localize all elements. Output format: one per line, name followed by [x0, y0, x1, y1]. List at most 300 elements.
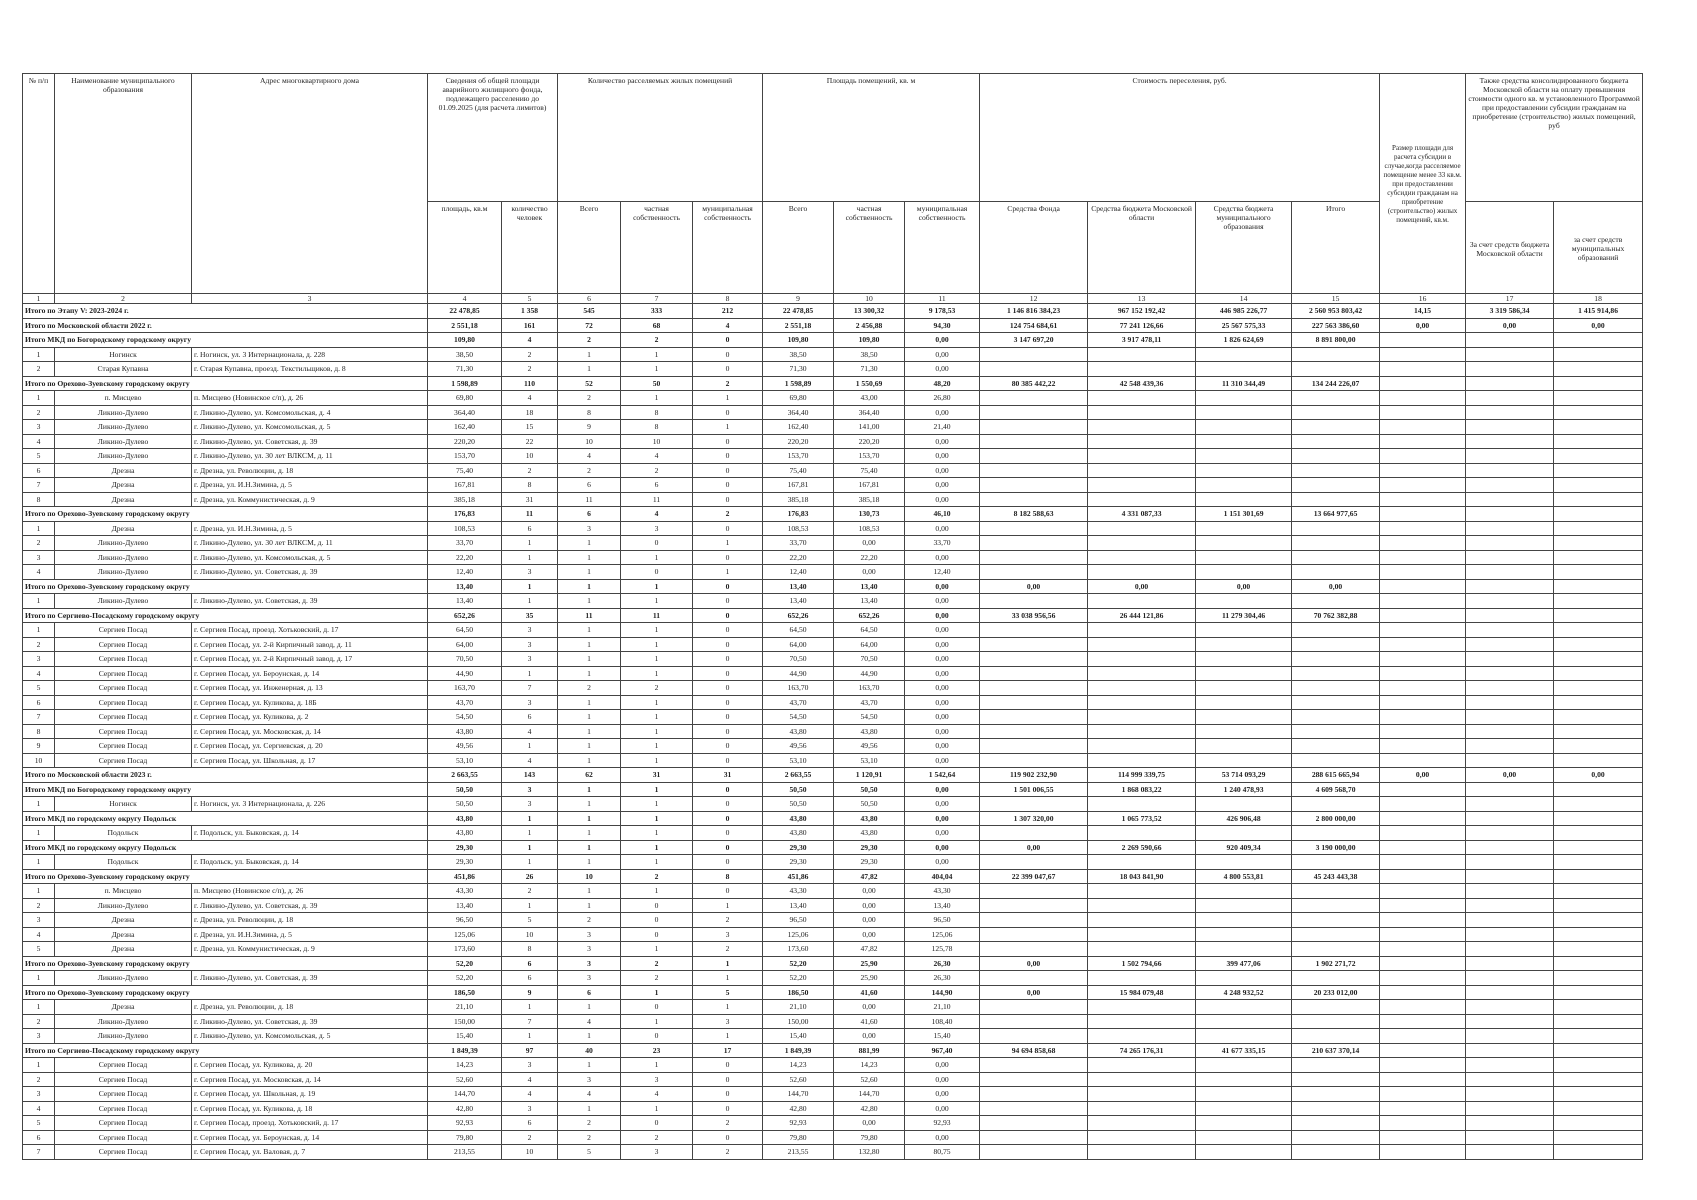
row-empty-cell	[1292, 391, 1380, 406]
row-value: 364,40	[834, 405, 905, 420]
subtotal-value: 652,26	[834, 608, 905, 623]
row-empty-cell	[1554, 695, 1643, 710]
row-number: 1	[23, 797, 55, 812]
row-empty-cell	[1292, 927, 1380, 942]
subtotal-row	[23, 376, 1643, 391]
row-empty-cell	[980, 695, 1088, 710]
subtotal-value: 5	[693, 985, 763, 1000]
row-value: 8	[621, 405, 693, 420]
row-address: г. Сергиев Посад, ул. Бероунская, д. 14	[192, 1130, 428, 1145]
row-municipality: Сергиев Посад	[55, 652, 192, 667]
row-empty-cell	[1196, 695, 1292, 710]
row-empty-cell	[1292, 739, 1380, 754]
subtotal-value: 3 319 586,34	[1466, 304, 1554, 319]
row-value: 1	[621, 710, 693, 725]
row-empty-cell	[1554, 913, 1643, 928]
row-empty-cell	[1292, 434, 1380, 449]
subtotal-value	[1554, 1043, 1643, 1058]
table-row	[23, 478, 1643, 493]
row-empty-cell	[1554, 637, 1643, 652]
row-value: 0,00	[834, 1029, 905, 1044]
subtotal-value: 0,00	[905, 782, 980, 797]
subtotal-value: 41,60	[834, 985, 905, 1000]
row-municipality: Сергиев Посад	[55, 710, 192, 725]
row-empty-cell	[980, 1000, 1088, 1015]
row-value: 0	[693, 1087, 763, 1102]
row-empty-cell	[1466, 565, 1554, 580]
subtotal-value: 652,26	[763, 608, 834, 623]
row-value: 0,00	[905, 797, 980, 812]
row-value: 1	[621, 623, 693, 638]
subtotal-value: 446 985 226,77	[1196, 304, 1292, 319]
table-row	[23, 463, 1643, 478]
row-value: 385,18	[428, 492, 502, 507]
subtotal-value: 52	[558, 376, 621, 391]
row-value: 5	[558, 1145, 621, 1160]
row-empty-cell	[1554, 492, 1643, 507]
subtotal-value: 50,50	[428, 782, 502, 797]
row-municipality: Сергиев Посад	[55, 1145, 192, 1160]
row-empty-cell	[980, 420, 1088, 435]
row-empty-cell	[1196, 1101, 1292, 1116]
row-value: 69,80	[428, 391, 502, 406]
row-empty-cell	[1466, 652, 1554, 667]
header-cost-group: Стоимость переселения, руб.	[980, 74, 1380, 202]
row-empty-cell	[1088, 884, 1196, 899]
row-value: 1	[558, 362, 621, 377]
subtotal-value: 109,80	[428, 333, 502, 348]
row-empty-cell	[1292, 362, 1380, 377]
subtotal-label: Итого МКД по городскому округу Подольск	[23, 840, 428, 855]
row-empty-cell	[1088, 710, 1196, 725]
subtotal-value: 13,40	[834, 579, 905, 594]
row-empty-cell	[1088, 753, 1196, 768]
row-value: 43,80	[763, 826, 834, 841]
row-address: г. Ликино-Дулево, ул. Комсомольская, д. 5	[192, 420, 428, 435]
row-value: 0,00	[905, 1058, 980, 1073]
row-municipality: Ликино-Дулево	[55, 971, 192, 986]
subtotal-value: 1	[558, 579, 621, 594]
table-row	[23, 637, 1643, 652]
subtotal-value	[1554, 840, 1643, 855]
column-number: 4	[428, 294, 502, 304]
row-empty-cell	[1380, 710, 1466, 725]
subtotal-value: 119 902 232,90	[980, 768, 1088, 783]
row-empty-cell	[1380, 652, 1466, 667]
subtotal-value: 47,82	[834, 869, 905, 884]
subtotal-value: 80 385 442,22	[980, 376, 1088, 391]
row-number: 3	[23, 652, 55, 667]
row-empty-cell	[1196, 884, 1292, 899]
row-empty-cell	[1554, 623, 1643, 638]
row-value: 2	[502, 463, 558, 478]
row-value: 3	[621, 1072, 693, 1087]
row-value: 1	[558, 666, 621, 681]
row-number: 1	[23, 826, 55, 841]
row-value: 167,81	[763, 478, 834, 493]
row-value: 22,20	[428, 550, 502, 565]
row-empty-cell	[1380, 681, 1466, 696]
column-number: 1	[23, 294, 55, 304]
subtotal-value: 0,00	[1466, 318, 1554, 333]
row-number: 2	[23, 536, 55, 551]
subtotal-value	[1466, 782, 1554, 797]
row-number: 4	[23, 434, 55, 449]
row-municipality: п. Мисцево	[55, 391, 192, 406]
row-value: 1	[502, 594, 558, 609]
row-empty-cell	[1380, 826, 1466, 841]
row-empty-cell	[1088, 347, 1196, 362]
subtotal-value: 0	[693, 333, 763, 348]
row-empty-cell	[1088, 362, 1196, 377]
row-value: 0	[621, 927, 693, 942]
header-persons: количество человек	[502, 202, 558, 294]
row-empty-cell	[1380, 1000, 1466, 1015]
row-empty-cell	[980, 1116, 1088, 1131]
row-empty-cell	[1088, 927, 1196, 942]
row-value: 2	[502, 347, 558, 362]
row-value: 7	[502, 1014, 558, 1029]
subtotal-value: 50	[621, 376, 693, 391]
row-value: 22	[502, 434, 558, 449]
row-empty-cell	[980, 855, 1088, 870]
subtotal-value: 74 265 176,31	[1088, 1043, 1196, 1058]
subtotal-value: 50,50	[763, 782, 834, 797]
row-empty-cell	[1380, 1145, 1466, 1160]
row-value: 1	[558, 594, 621, 609]
subtotal-value	[1380, 1043, 1466, 1058]
column-number: 13	[1088, 294, 1196, 304]
row-value: 1	[621, 855, 693, 870]
row-empty-cell	[1292, 884, 1380, 899]
row-value: 0	[693, 434, 763, 449]
row-empty-cell	[980, 405, 1088, 420]
row-empty-cell	[1292, 971, 1380, 986]
row-empty-cell	[1380, 623, 1466, 638]
row-value: 49,56	[763, 739, 834, 754]
row-empty-cell	[1380, 550, 1466, 565]
row-empty-cell	[1554, 536, 1643, 551]
row-value: 42,80	[834, 1101, 905, 1116]
subtotal-value: 2	[621, 869, 693, 884]
row-empty-cell	[980, 565, 1088, 580]
row-empty-cell	[1554, 550, 1643, 565]
row-empty-cell	[1380, 971, 1466, 986]
subtotal-value: 43,80	[763, 811, 834, 826]
row-number: 2	[23, 637, 55, 652]
row-empty-cell	[980, 898, 1088, 913]
row-empty-cell	[1380, 478, 1466, 493]
row-empty-cell	[1554, 1101, 1643, 1116]
row-value: 64,00	[763, 637, 834, 652]
subtotal-label: Итого по Орехово-Зуевскому городскому округу	[23, 507, 428, 522]
row-empty-cell	[1292, 913, 1380, 928]
row-empty-cell	[1466, 826, 1554, 841]
row-empty-cell	[1088, 565, 1196, 580]
row-number: 7	[23, 710, 55, 725]
subtotal-value: 14,15	[1380, 304, 1466, 319]
subtotal-value: 143	[502, 768, 558, 783]
subtotal-label: Итого по Московской области 2022 г.	[23, 318, 428, 333]
row-value: 1	[558, 347, 621, 362]
table-row	[23, 434, 1643, 449]
subtotal-value: 161	[502, 318, 558, 333]
subtotal-value	[1554, 985, 1643, 1000]
row-value: 75,40	[834, 463, 905, 478]
row-value: 70,50	[834, 652, 905, 667]
subtotal-value: 4 609 568,70	[1292, 782, 1380, 797]
row-address: г. Дрезна, ул. И.Н.Зимина, д. 5	[192, 478, 428, 493]
row-empty-cell	[1088, 652, 1196, 667]
table-header	[23, 74, 1643, 304]
row-number: 2	[23, 362, 55, 377]
row-value: 2	[558, 1116, 621, 1131]
row-address: г. Ликино-Дулево, ул. Комсомольская, д. 5	[192, 550, 428, 565]
row-address: г. Сергиев Посад, ул. Московская, д. 14	[192, 724, 428, 739]
row-empty-cell	[1554, 724, 1643, 739]
row-empty-cell	[980, 797, 1088, 812]
row-empty-cell	[1466, 594, 1554, 609]
table-row	[23, 1058, 1643, 1073]
subtotal-value	[1380, 869, 1466, 884]
row-value: 52,20	[428, 971, 502, 986]
subtotal-value: 0,00	[1380, 318, 1466, 333]
row-municipality: Сергиев Посад	[55, 724, 192, 739]
row-municipality: Ликино-Дулево	[55, 405, 192, 420]
subtotal-value: 4 800 553,81	[1196, 869, 1292, 884]
subtotal-value: 399 477,06	[1196, 956, 1292, 971]
row-empty-cell	[1088, 855, 1196, 870]
row-empty-cell	[1292, 492, 1380, 507]
row-address: г. Подольск, ул. Быковская, д. 14	[192, 826, 428, 841]
row-value: 33,70	[905, 536, 980, 551]
row-value: 42,80	[763, 1101, 834, 1116]
subtotal-value: 41 677 335,15	[1196, 1043, 1292, 1058]
row-value: 43,80	[428, 724, 502, 739]
subtotal-value: 2 663,55	[428, 768, 502, 783]
row-municipality: Ногинск	[55, 797, 192, 812]
row-value: 8	[502, 478, 558, 493]
subtotal-value: 109,80	[834, 333, 905, 348]
row-empty-cell	[1380, 855, 1466, 870]
row-address: г. Ликино-Дулево, ул. Комсомольская, д. 5	[192, 1029, 428, 1044]
row-empty-cell	[1088, 942, 1196, 957]
subtotal-label: Итого по Московской области 2023 г.	[23, 768, 428, 783]
row-value: 64,50	[763, 623, 834, 638]
subtotal-value: 29,30	[763, 840, 834, 855]
row-number: 1	[23, 347, 55, 362]
row-value: 79,80	[428, 1130, 502, 1145]
row-empty-cell	[1196, 1130, 1292, 1145]
row-empty-cell	[1292, 710, 1380, 725]
row-value: 4	[502, 1087, 558, 1102]
header-sqm-private: частная собственность	[834, 202, 905, 294]
header-municipality: Наименование муниципального образования	[55, 74, 192, 294]
row-empty-cell	[1196, 347, 1292, 362]
subtotal-value: 11	[502, 507, 558, 522]
row-municipality: Ликино-Дулево	[55, 898, 192, 913]
subtotal-value: 0,00	[980, 985, 1088, 1000]
subtotal-value: 15 984 079,48	[1088, 985, 1196, 1000]
row-municipality: Подольск	[55, 855, 192, 870]
row-empty-cell	[1554, 681, 1643, 696]
row-value: 167,81	[834, 478, 905, 493]
row-value: 79,80	[834, 1130, 905, 1145]
column-number: 12	[980, 294, 1088, 304]
row-address: г. Сергиев Посад, ул. Бероунская, д. 14	[192, 666, 428, 681]
row-value: 2	[502, 1130, 558, 1145]
row-value: 75,40	[428, 463, 502, 478]
row-empty-cell	[1196, 826, 1292, 841]
header-municipal-budget: Средства бюджета муниципального образования	[1196, 202, 1292, 294]
row-value: 43,30	[763, 884, 834, 899]
header-sqm-group: Площадь помещений, кв. м	[763, 74, 980, 202]
row-value: 12,40	[763, 565, 834, 580]
subtotal-row	[23, 579, 1643, 594]
row-empty-cell	[1196, 362, 1292, 377]
subtotal-value: 0,00	[1088, 579, 1196, 594]
subtotal-value: 40	[558, 1043, 621, 1058]
subtotal-value: 25 567 575,33	[1196, 318, 1292, 333]
row-empty-cell	[1292, 1014, 1380, 1029]
row-value: 0,00	[905, 637, 980, 652]
row-empty-cell	[1554, 1000, 1643, 1015]
row-value: 43,30	[905, 884, 980, 899]
row-value: 21,10	[905, 1000, 980, 1015]
row-value: 8	[621, 420, 693, 435]
subtotal-value: 0,00	[905, 840, 980, 855]
row-municipality: Ликино-Дулево	[55, 1014, 192, 1029]
row-value: 22,20	[834, 550, 905, 565]
row-empty-cell	[980, 347, 1088, 362]
row-value: 0,00	[834, 1000, 905, 1015]
row-value: 0,00	[834, 898, 905, 913]
row-empty-cell	[1466, 391, 1554, 406]
row-empty-cell	[1292, 666, 1380, 681]
subtotal-value: 1 358	[502, 304, 558, 319]
row-empty-cell	[1292, 623, 1380, 638]
row-value: 3	[502, 565, 558, 580]
row-value: 10	[502, 927, 558, 942]
subtotal-value: 404,04	[905, 869, 980, 884]
subtotal-value: 1 307 320,00	[980, 811, 1088, 826]
row-empty-cell	[1554, 927, 1643, 942]
subtotal-value: 1 120,91	[834, 768, 905, 783]
row-empty-cell	[1088, 391, 1196, 406]
table-row	[23, 521, 1643, 536]
row-address: г. Сергиев Посад, ул. Куликова, д. 2	[192, 710, 428, 725]
row-value: 0,00	[905, 652, 980, 667]
row-empty-cell	[1380, 1087, 1466, 1102]
row-value: 41,60	[834, 1014, 905, 1029]
subtotal-value: 52,20	[763, 956, 834, 971]
row-value: 25,90	[834, 971, 905, 986]
header-fund: Средства Фонда	[980, 202, 1088, 294]
subtotal-value: 23	[621, 1043, 693, 1058]
row-value: 108,53	[834, 521, 905, 536]
row-address: г. Сергиев Посад, ул. Московская, д. 14	[192, 1072, 428, 1087]
row-value: 6	[502, 1116, 558, 1131]
column-number: 18	[1554, 294, 1643, 304]
row-value: 8	[558, 405, 621, 420]
subtotal-value	[1380, 579, 1466, 594]
row-value: 213,55	[763, 1145, 834, 1160]
subtotal-value: 25,90	[834, 956, 905, 971]
row-value: 1	[558, 826, 621, 841]
row-empty-cell	[1196, 1058, 1292, 1073]
header-extra-group: Также средства консолидированного бюджета Московской области на оплату превышения стоимости одного кв. м установленного Программой при предоставлении субсидии гражданам на приобретение (строительство) жилых помещений, руб	[1466, 74, 1643, 202]
row-value: 29,30	[763, 855, 834, 870]
row-value: 6	[502, 521, 558, 536]
row-empty-cell	[1292, 1072, 1380, 1087]
subtotal-value: 94 694 858,68	[980, 1043, 1088, 1058]
row-value: 0	[693, 362, 763, 377]
row-empty-cell	[1554, 1072, 1643, 1087]
table-row	[23, 623, 1643, 638]
row-empty-cell	[1088, 666, 1196, 681]
row-value: 43,80	[763, 724, 834, 739]
row-empty-cell	[980, 637, 1088, 652]
row-empty-cell	[980, 434, 1088, 449]
row-value: 0,00	[905, 434, 980, 449]
row-empty-cell	[1466, 478, 1554, 493]
subtotal-value	[1466, 333, 1554, 348]
row-empty-cell	[1466, 1130, 1554, 1145]
row-municipality: Дрезна	[55, 463, 192, 478]
subtotal-value: 97	[502, 1043, 558, 1058]
subtotal-label: Итого по Орехово-Зуевскому городскому округу	[23, 985, 428, 1000]
subtotal-value: 1 065 773,52	[1088, 811, 1196, 826]
row-empty-cell	[1196, 391, 1292, 406]
subtotal-value: 72	[558, 318, 621, 333]
row-address: г. Ликино-Дулево, ул. Советская, д. 39	[192, 594, 428, 609]
row-address: г. Ликино-Дулево, ул. Комсомольская, д. 4	[192, 405, 428, 420]
row-empty-cell	[1292, 898, 1380, 913]
row-value: 1	[621, 1058, 693, 1073]
subtotal-value: 1 415 914,86	[1554, 304, 1643, 319]
row-value: 53,10	[834, 753, 905, 768]
row-empty-cell	[1554, 652, 1643, 667]
row-value: 0,00	[905, 666, 980, 681]
row-value: 52,60	[763, 1072, 834, 1087]
subtotal-label: Итого по Орехово-Зуевскому городскому округу	[23, 376, 428, 391]
row-value: 4	[621, 1087, 693, 1102]
row-empty-cell	[1466, 1029, 1554, 1044]
row-value: 80,75	[905, 1145, 980, 1160]
row-empty-cell	[1196, 449, 1292, 464]
row-empty-cell	[1196, 623, 1292, 638]
row-value: 64,50	[428, 623, 502, 638]
subtotal-value: 545	[558, 304, 621, 319]
row-empty-cell	[1466, 550, 1554, 565]
subtotal-value: 0	[693, 811, 763, 826]
row-empty-cell	[1466, 695, 1554, 710]
row-municipality: Дрезна	[55, 913, 192, 928]
row-empty-cell	[1088, 492, 1196, 507]
row-empty-cell	[1554, 463, 1643, 478]
row-value: 220,20	[428, 434, 502, 449]
row-value: 1	[558, 855, 621, 870]
subtotal-value: 8 182 588,63	[980, 507, 1088, 522]
subtotal-value: 10	[558, 869, 621, 884]
row-municipality: Сергиев Посад	[55, 1058, 192, 1073]
row-empty-cell	[1380, 695, 1466, 710]
row-empty-cell	[1196, 434, 1292, 449]
subtotal-value: 43,80	[428, 811, 502, 826]
subtotal-label: Итого МКД по Богородскому городскому округу	[23, 782, 428, 797]
row-empty-cell	[1554, 1029, 1643, 1044]
column-number-row	[23, 294, 1643, 304]
